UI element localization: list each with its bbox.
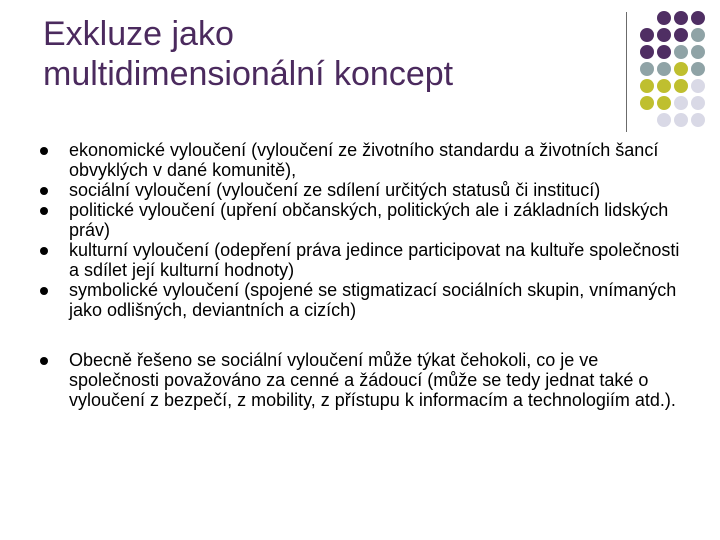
- decorative-dot: [657, 11, 671, 25]
- bullet-text: Obecně řešeno se sociální vyloučení může týkat čehokoli, co je ve společnosti považováno za cenné a žádoucí (může se tedy jednat také o vyloučení z bezpečí, z mobility, z přístupu k informacím a technologiím atd.).: [69, 350, 676, 410]
- bullet-item: [40, 200, 690, 240]
- decorative-dot-grid-icon: [636, 8, 716, 133]
- decorative-dot: [640, 79, 654, 93]
- decorative-dot: [674, 11, 688, 25]
- bullet-text: politické vyloučení (upření občanských, politických ale i základních lidských práv): [69, 200, 669, 240]
- bullet-text: symbolické vyloučení (spojené se stigmatizací sociálních skupin, vnímaných jako odlišných, deviantních a cizích): [69, 280, 677, 320]
- bullet-dot-icon: [40, 287, 48, 295]
- decorative-dot: [691, 79, 705, 93]
- bullet-list: [40, 140, 690, 410]
- decorative-dot: [674, 113, 688, 127]
- bullet-dot-icon: [40, 147, 48, 155]
- decorative-dot: [657, 45, 671, 59]
- decorative-dot: [691, 113, 705, 127]
- bullet-item: [40, 180, 690, 200]
- decorative-dot: [657, 96, 671, 110]
- slide-title: [43, 14, 603, 94]
- decorative-dot: [640, 45, 654, 59]
- decorative-dot: [674, 62, 688, 76]
- title-divider: [626, 12, 627, 132]
- bullet-item: [40, 140, 690, 180]
- decorative-dot: [640, 28, 654, 42]
- bullet-item: [40, 280, 690, 320]
- decorative-dot: [657, 28, 671, 42]
- bullet-dot-icon: [40, 247, 48, 255]
- decorative-dot: [674, 28, 688, 42]
- decorative-dot: [674, 96, 688, 110]
- decorative-dot: [691, 45, 705, 59]
- decorative-dot: [674, 79, 688, 93]
- bullet-text: sociální vyloučení (vyloučení ze sdílení určitých statusů či institucí): [69, 180, 601, 200]
- decorative-dot: [691, 96, 705, 110]
- bullet-item: [40, 350, 690, 410]
- bullet-text: ekonomické vyloučení (vyloučení ze životního standardu a životních šancí obvyklých v dané komunitě),: [69, 140, 659, 180]
- title-line-2: multidimensionální koncept: [43, 55, 454, 93]
- title-line-1: Exkluze jako: [43, 15, 234, 53]
- bullet-item: [40, 240, 690, 280]
- bullet-dot-icon: [40, 187, 48, 195]
- decorative-dot: [657, 79, 671, 93]
- bullet-text: kulturní vyloučení (odepření práva jedince participovat na kultuře společnosti a sdílet její kulturní hodnoty): [69, 240, 680, 280]
- decorative-dot: [657, 113, 671, 127]
- decorative-dot: [691, 11, 705, 25]
- bullet-dot-icon: [40, 357, 48, 365]
- decorative-dot: [674, 45, 688, 59]
- decorative-dot: [691, 62, 705, 76]
- decorative-dot: [640, 96, 654, 110]
- decorative-dot: [691, 28, 705, 42]
- decorative-dot: [657, 62, 671, 76]
- decorative-dot: [640, 62, 654, 76]
- bullet-dot-icon: [40, 207, 48, 215]
